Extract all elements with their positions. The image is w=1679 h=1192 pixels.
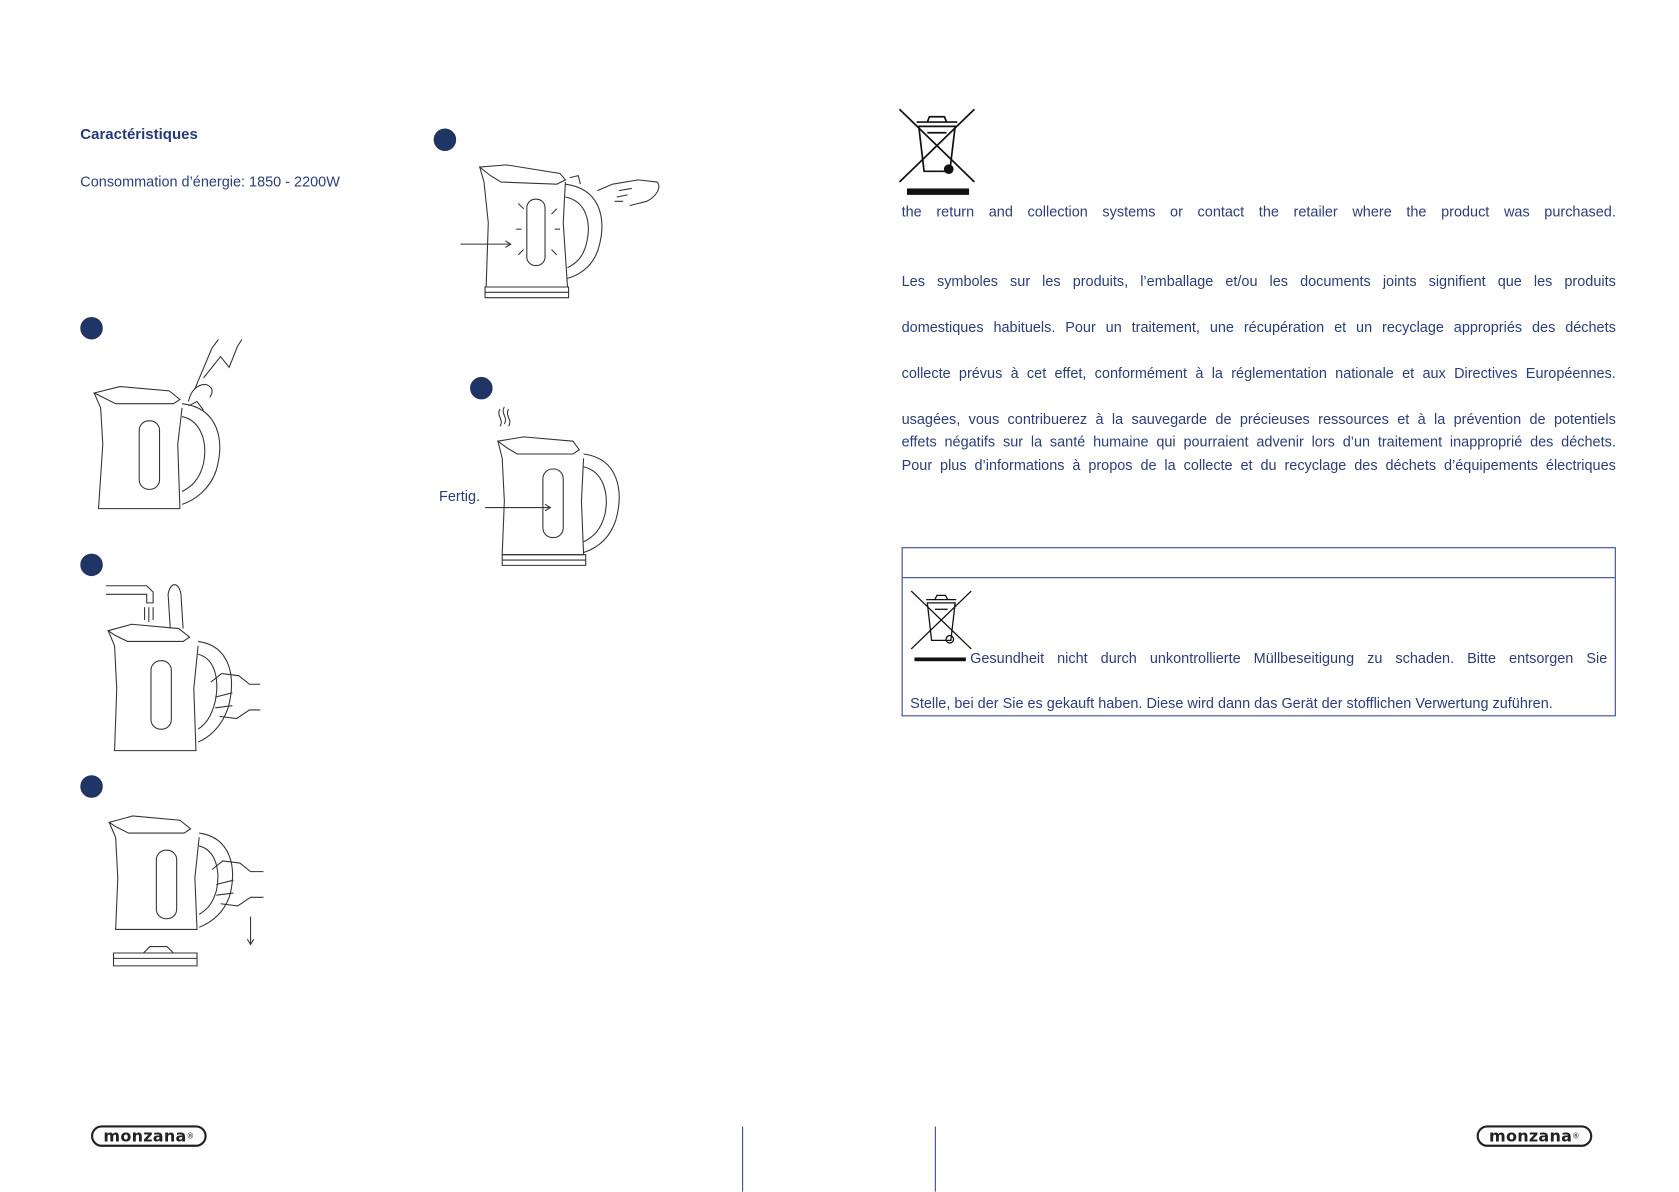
ready-label: Fertig. [439,488,481,505]
step-marker-icon [80,775,102,797]
kettle-open-lid-illustration [92,337,263,514]
text-line: Pour plus d’informations à propos de la collecte et du recyclage des déchets d’équipements électriques [901,457,1616,474]
text-line: usagées, vous contribuerez à la sauvegarde de précieuses ressources et à la prévention de potentiels [901,411,1616,428]
text-line: the return and collection systems or contact the retailer where the product was purchased. [901,203,1616,220]
german-disposal-notice-box [902,547,1616,716]
text-line: collecte prévus à cet effet, conformément à la réglementation nationale et aux Directives Européennes. [901,365,1616,382]
text-line: effets négatifs sur la santé humaine qui pourraient advenir lors d’un traitement inapproprié des déchets. [901,433,1616,450]
weee-crossed-bin-icon [897,107,976,197]
features-heading: Caractéristiques [80,125,198,143]
box-divider [903,577,1615,578]
page-fold-line [935,1126,936,1191]
page-fold-line [742,1126,743,1191]
step-marker-icon [470,377,492,399]
step-marker-icon [434,128,456,150]
box-text-line: Stelle, bei der Sie es gekauft haben. Diese wird dann das Gerät der stofflichen Verwertung zuführen. [910,694,1553,712]
weee-crossed-bin-small-icon [909,589,973,664]
monzana-logo: monzana® [1477,1125,1593,1146]
step-marker-icon [80,317,102,339]
text-line: Les symboles sur les produits, l’emballage et/ou les documents joints signifient que les produits [901,273,1616,290]
kettle-lift-off-base-illustration [107,814,268,969]
step-marker-icon [80,554,102,576]
kettle-filling-illustration [104,581,265,756]
monzana-logo: monzana® [91,1125,207,1146]
text-line: domestiques habituels. Pour un traitement, une récupération et un recyclage appropriés des déchets [901,319,1616,336]
kettle-switch-on-illustration [458,158,667,303]
power-consumption-spec: Consommation d’énergie: 1850 - 2200W [80,173,340,190]
box-text-line: Gesundheit nicht durch unkontrollierte Müllbeseitigung zu schaden. Bitte entsorgen Sie [970,649,1608,667]
